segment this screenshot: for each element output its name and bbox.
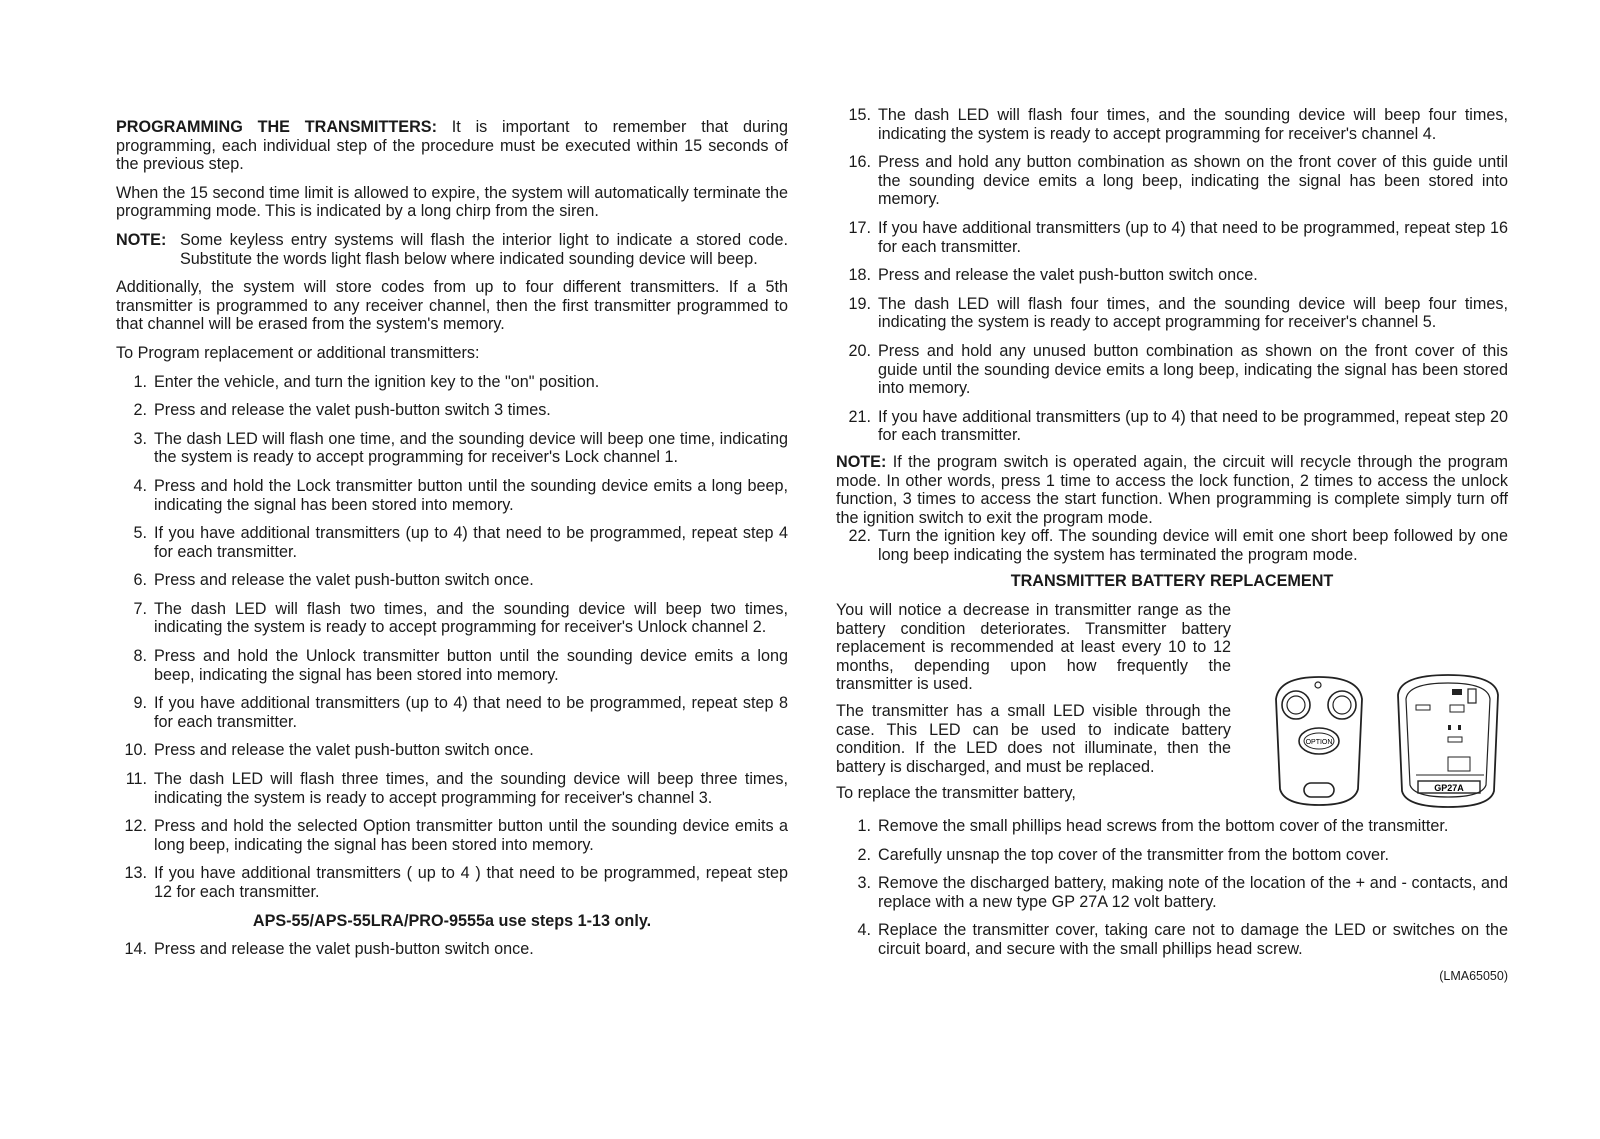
step-number: 19.	[848, 294, 871, 313]
step-text: Turn the ignition key off. The sounding device will emit one short beep followed by one long beep indicating the system has terminated the program mode.	[878, 527, 1508, 564]
step-text: The dash LED will flash four times, and the sounding device will beep four times, indicating the system is ready to accept programming for receiver's channel 5.	[878, 294, 1508, 332]
step-item	[836, 874, 1508, 911]
step-item	[836, 817, 1508, 836]
step-number: 4.	[133, 476, 147, 495]
step-number: 17.	[848, 218, 871, 237]
step-text: Remove the small phillips head screws from the bottom cover of the transmitter.	[878, 817, 1449, 835]
transmitter-figures	[1231, 601, 1508, 811]
step-text: Remove the discharged battery, making note of the location of the + and - contacts, and replace with a new type GP 27A 12 volt battery.	[878, 874, 1508, 911]
step-item	[836, 266, 1508, 285]
step-text: Press and release the valet push-button switch once.	[154, 571, 534, 590]
step-item	[116, 571, 788, 590]
step-text: Press and release the valet push-button switch 3 times.	[154, 401, 551, 420]
step-item	[116, 694, 788, 731]
step-number: 18.	[848, 266, 871, 285]
step-item	[116, 401, 788, 420]
step-item	[836, 219, 1508, 256]
step-item	[836, 106, 1508, 143]
step-number: 20.	[848, 341, 871, 360]
battery-type-label: GP27A	[1434, 783, 1464, 793]
step-item	[116, 940, 788, 959]
step-number: 21.	[848, 407, 871, 426]
step-number: 3.	[133, 429, 147, 448]
step-number: 1.	[133, 372, 147, 391]
intro-text: It is important to remember that during programming, each individual step of the procedure must be executed within 15 seconds of the previous step.	[116, 118, 788, 174]
step-item	[116, 373, 788, 392]
step-item	[116, 524, 788, 561]
step-item	[836, 153, 1508, 209]
battery-intro: You will notice a decrease in transmitter range as the battery condition deteriorates. Transmitter battery replacement is recommended at least every 10 to 12 months, depending upon how frequently the transmitter is used.	[836, 601, 1231, 694]
step-number: 2.	[133, 401, 147, 420]
step-number: 1.	[857, 817, 871, 835]
note-block	[116, 231, 788, 268]
step-text: Press and release the valet push-button switch once.	[154, 940, 534, 959]
step-text: Press and hold any button combination as shown on the front cover of this guide until the sounding device emits a long beep, indicating the signal has been stored into memory.	[878, 153, 1508, 209]
step-text: If you have additional transmitters (up to 4) that need to be programmed, repeat step 20 for each transmitter.	[878, 407, 1508, 445]
step-item	[116, 817, 788, 854]
step-text: Press and hold the Unlock transmitter button until the sounding device emits a long beep, indicating the signal has been stored into memory.	[154, 647, 788, 684]
to-program-line: To Program replacement or additional transmitters:	[116, 343, 480, 362]
document-code: (LMA65050)	[1439, 968, 1508, 983]
step-item	[836, 527, 1508, 564]
step-item	[116, 647, 788, 684]
step-number: 3.	[857, 874, 871, 893]
step-text: The dash LED will flash two times, and the sounding device will beep two times, indicating the system is ready to accept programming for receiver's Unlock channel 2.	[154, 599, 788, 637]
step-number: 16.	[848, 153, 871, 172]
step-text: The dash LED will flash three times, and the sounding device will beep three times, indicating the system is ready to accept programming for receiver's channel 3.	[154, 770, 788, 807]
step-number: 8.	[133, 647, 147, 666]
note-label: NOTE:	[836, 452, 887, 471]
right-column	[836, 106, 1508, 985]
step-number: 11.	[125, 770, 147, 789]
step-number: 6.	[133, 571, 147, 590]
step-text: Replace the transmitter cover, taking care not to damage the LED or switches on the circuit board, and secure with the small phillips head screw.	[878, 921, 1508, 958]
step-item	[116, 600, 788, 637]
step-number: 5.	[133, 524, 147, 543]
note-paragraph	[836, 453, 1508, 527]
battery-led-paragraph: The transmitter has a small LED visible through the case. This LED can be used to indicate battery condition. If the LED does not illuminate, then the battery is discharged, and must be replaced.	[836, 702, 1231, 776]
step-number: 2.	[857, 845, 871, 864]
battery-text	[836, 601, 1231, 811]
step-text: Press and release the valet push-button switch once.	[154, 741, 534, 760]
section-heading: PROGRAMMING THE TRANSMITTERS:	[116, 118, 437, 136]
step-item	[116, 477, 788, 514]
step-text: Enter the vehicle, and turn the ignition key to the "on" position.	[154, 372, 600, 391]
step-item	[836, 295, 1508, 332]
step-item	[836, 342, 1508, 398]
step-number: 10.	[124, 741, 147, 760]
step-number: 12.	[124, 817, 147, 836]
step-item	[116, 430, 788, 467]
to-replace-line: To replace the transmitter battery,	[836, 784, 1076, 803]
transmitter-circuit-illustration	[1388, 671, 1508, 811]
step-item	[116, 741, 788, 760]
step-text: If you have additional transmitters (up to 4) that need to be programmed, repeat step 4 for each transmitter.	[154, 524, 788, 561]
step-number: 13.	[124, 864, 147, 883]
step-item	[116, 770, 788, 807]
models-note: APS-55/APS-55LRA/PRO-9555a use steps 1-13 only.	[252, 911, 652, 930]
step-item	[836, 846, 1508, 865]
step-item	[836, 408, 1508, 445]
step-number: 14.	[124, 940, 147, 959]
step-text: The dash LED will flash one time, and the sounding device will beep one time, indicating the system is ready to accept programming for receiver's Lock channel 1.	[154, 429, 788, 467]
step-item	[116, 864, 788, 901]
intro-paragraph	[116, 118, 788, 174]
step-text: Press and hold the selected Option transmitter button until the sounding device emits a long beep, indicating the signal has been stored into memory.	[154, 817, 788, 854]
left-column	[116, 118, 788, 969]
step-text: Press and hold any unused button combination as shown on the front cover of this guide until the sounding device emits a long beep, indicating the signal has been stored into memory.	[878, 341, 1508, 398]
time-limit-paragraph: When the 15 second time limit is allowed to expire, the system will automatically terminate the programming mode. This is indicated by a long chirp from the siren.	[116, 183, 788, 221]
battery-info-block	[836, 601, 1508, 811]
step-text: Press and hold the Lock transmitter button until the sounding device emits a long beep, indicating the signal has been stored into memory.	[154, 476, 788, 514]
note-label: NOTE:	[116, 230, 167, 249]
step-text: If you have additional transmitters ( up to 4 ) that need to be programmed, repeat step 12 for each transmitter.	[154, 864, 788, 901]
step-text: Press and release the valet push-button switch once.	[878, 266, 1258, 285]
step-text: If you have additional transmitters (up to 4) that need to be programmed, repeat step 8 for each transmitter.	[154, 694, 788, 731]
battery-section-title: TRANSMITTER BATTERY REPLACEMENT	[1010, 572, 1334, 591]
step-text: The dash LED will flash four times, and the sounding device will beep four times, indicating the system is ready to accept programming for receiver's channel 4.	[878, 106, 1508, 143]
step-text: Carefully unsnap the top cover of the transmitter from the bottom cover.	[878, 845, 1390, 864]
additional-paragraph: Additionally, the system will store codes from up to four different transmitters. If a 5th transmitter is programmed to any receiver channel, then the first transmitter programmed to that channel will be erased from the system's memory.	[116, 278, 788, 334]
note-text: If the program switch is operated again, the circuit will recycle through the program mode. In other words, press 1 time to access the lock function, 2 times to access the unlock function, 3 times to access the start function. When programming is complete simply turn off the ignition switch to exit the program mode.	[836, 452, 1508, 527]
step-number: 22.	[848, 527, 871, 546]
transmitter-front-illustration	[1264, 671, 1374, 811]
option-button-label: OPTION	[1305, 739, 1333, 746]
step-text: If you have additional transmitters (up to 4) that need to be programmed, repeat step 16 for each transmitter.	[878, 218, 1508, 256]
step-number: 9.	[133, 694, 147, 713]
step-number: 15.	[848, 106, 871, 124]
step-number: 4.	[857, 921, 871, 940]
step-item	[836, 921, 1508, 958]
step-number: 7.	[133, 599, 147, 618]
note-text: Some keyless entry systems will flash the interior light to indicate a stored code. Substitute the words light flash below where indicated sounding device will beep.	[180, 230, 788, 268]
